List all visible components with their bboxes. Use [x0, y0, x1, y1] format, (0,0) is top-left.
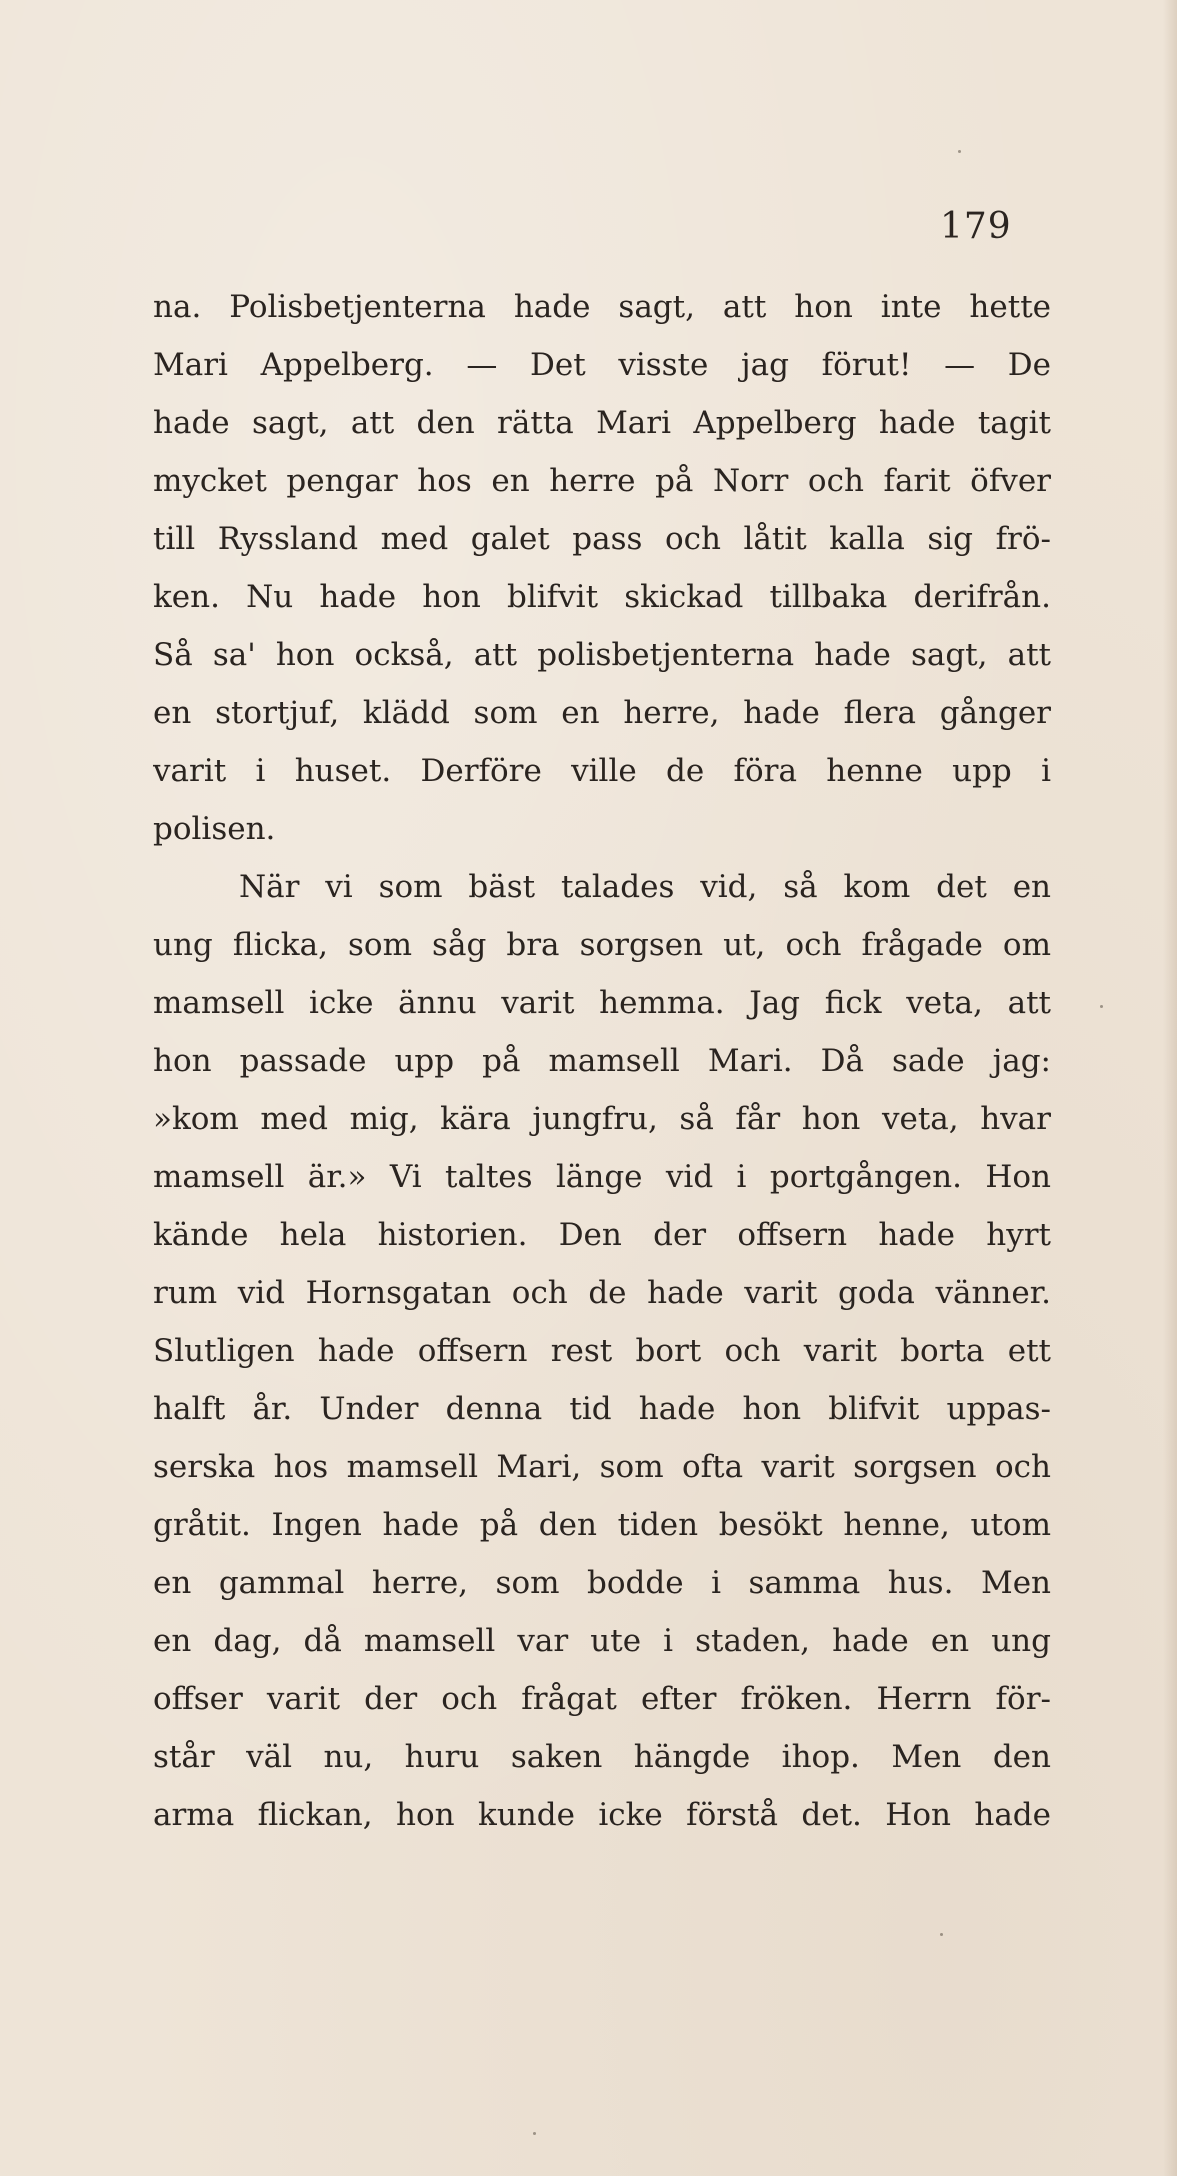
text-line: mycket pengar hos en herre på Norr och farit öfver: [153, 463, 1051, 499]
text-line: arma flickan, hon kunde icke förstå det. Hon hade: [153, 1797, 1051, 1833]
text-line: Så sa' hon också, att polisbetjenterna hade sagt, att: [153, 637, 1051, 673]
text-line: ken. Nu hade hon blifvit skickad tillbaka derifrån.: [153, 579, 1051, 615]
text-line: till Ryssland med galet pass och låtit kalla sig frö-: [153, 521, 1051, 557]
text-line: mamsell icke ännu varit hemma. Jag fick veta, att: [153, 985, 1051, 1021]
text-line: en gammal herre, som bodde i samma hus. Men: [153, 1565, 1051, 1601]
page-number: 179: [940, 206, 1012, 247]
text-line: polisen.: [153, 811, 276, 847]
text-line: »kom med mig, kära jungfru, så får hon veta, hvar: [153, 1101, 1051, 1137]
paragraph-start-line: När vi som bäst talades vid, så kom det en: [239, 869, 1051, 905]
text-line: hade sagt, att den rätta Mari Appelberg hade tagit: [153, 405, 1051, 441]
text-line: rum vid Hornsgatan och de hade varit goda vänner.: [153, 1275, 1051, 1311]
text-line: serska hos mamsell Mari, som ofta varit sorgsen och: [153, 1449, 1051, 1485]
text-line: Mari Appelberg. — Det visste jag förut! — De: [153, 347, 1051, 383]
text-line: na. Polisbetjenterna hade sagt, att hon inte hette: [153, 289, 1051, 325]
text-line: hon passade upp på mamsell Mari. Då sade jag:: [153, 1043, 1051, 1079]
paper-speck: [958, 150, 961, 153]
text-line: Slutligen hade offsern rest bort och varit borta ett: [153, 1333, 1051, 1369]
text-line: varit i huset. Derföre ville de föra henne upp i: [153, 753, 1051, 789]
body-text: [153, 278, 1051, 1844]
text-line: mamsell är.» Vi taltes länge vid i portgången. Hon: [153, 1159, 1051, 1195]
text-line: står väl nu, huru saken hängde ihop. Men den: [153, 1739, 1051, 1775]
text-line: ung flicka, som såg bra sorgsen ut, och frågade om: [153, 927, 1051, 963]
text-line: halft år. Under denna tid hade hon blifvit uppas-: [153, 1391, 1051, 1427]
text-line: gråtit. Ingen hade på den tiden besökt henne, utom: [153, 1507, 1051, 1543]
text-line: offser varit der och frågat efter fröken. Herrn för-: [153, 1681, 1051, 1717]
text-line: kände hela historien. Den der offsern hade hyrt: [153, 1217, 1051, 1253]
text-line: en dag, då mamsell var ute i staden, hade en ung: [153, 1623, 1051, 1659]
text-line: en stortjuf, klädd som en herre, hade flera gånger: [153, 695, 1051, 731]
paper-speck: [940, 1933, 943, 1936]
page-edge-shadow: [1163, 0, 1177, 2176]
paper-speck: [533, 2132, 536, 2135]
paper-speck: [1100, 1005, 1103, 1008]
